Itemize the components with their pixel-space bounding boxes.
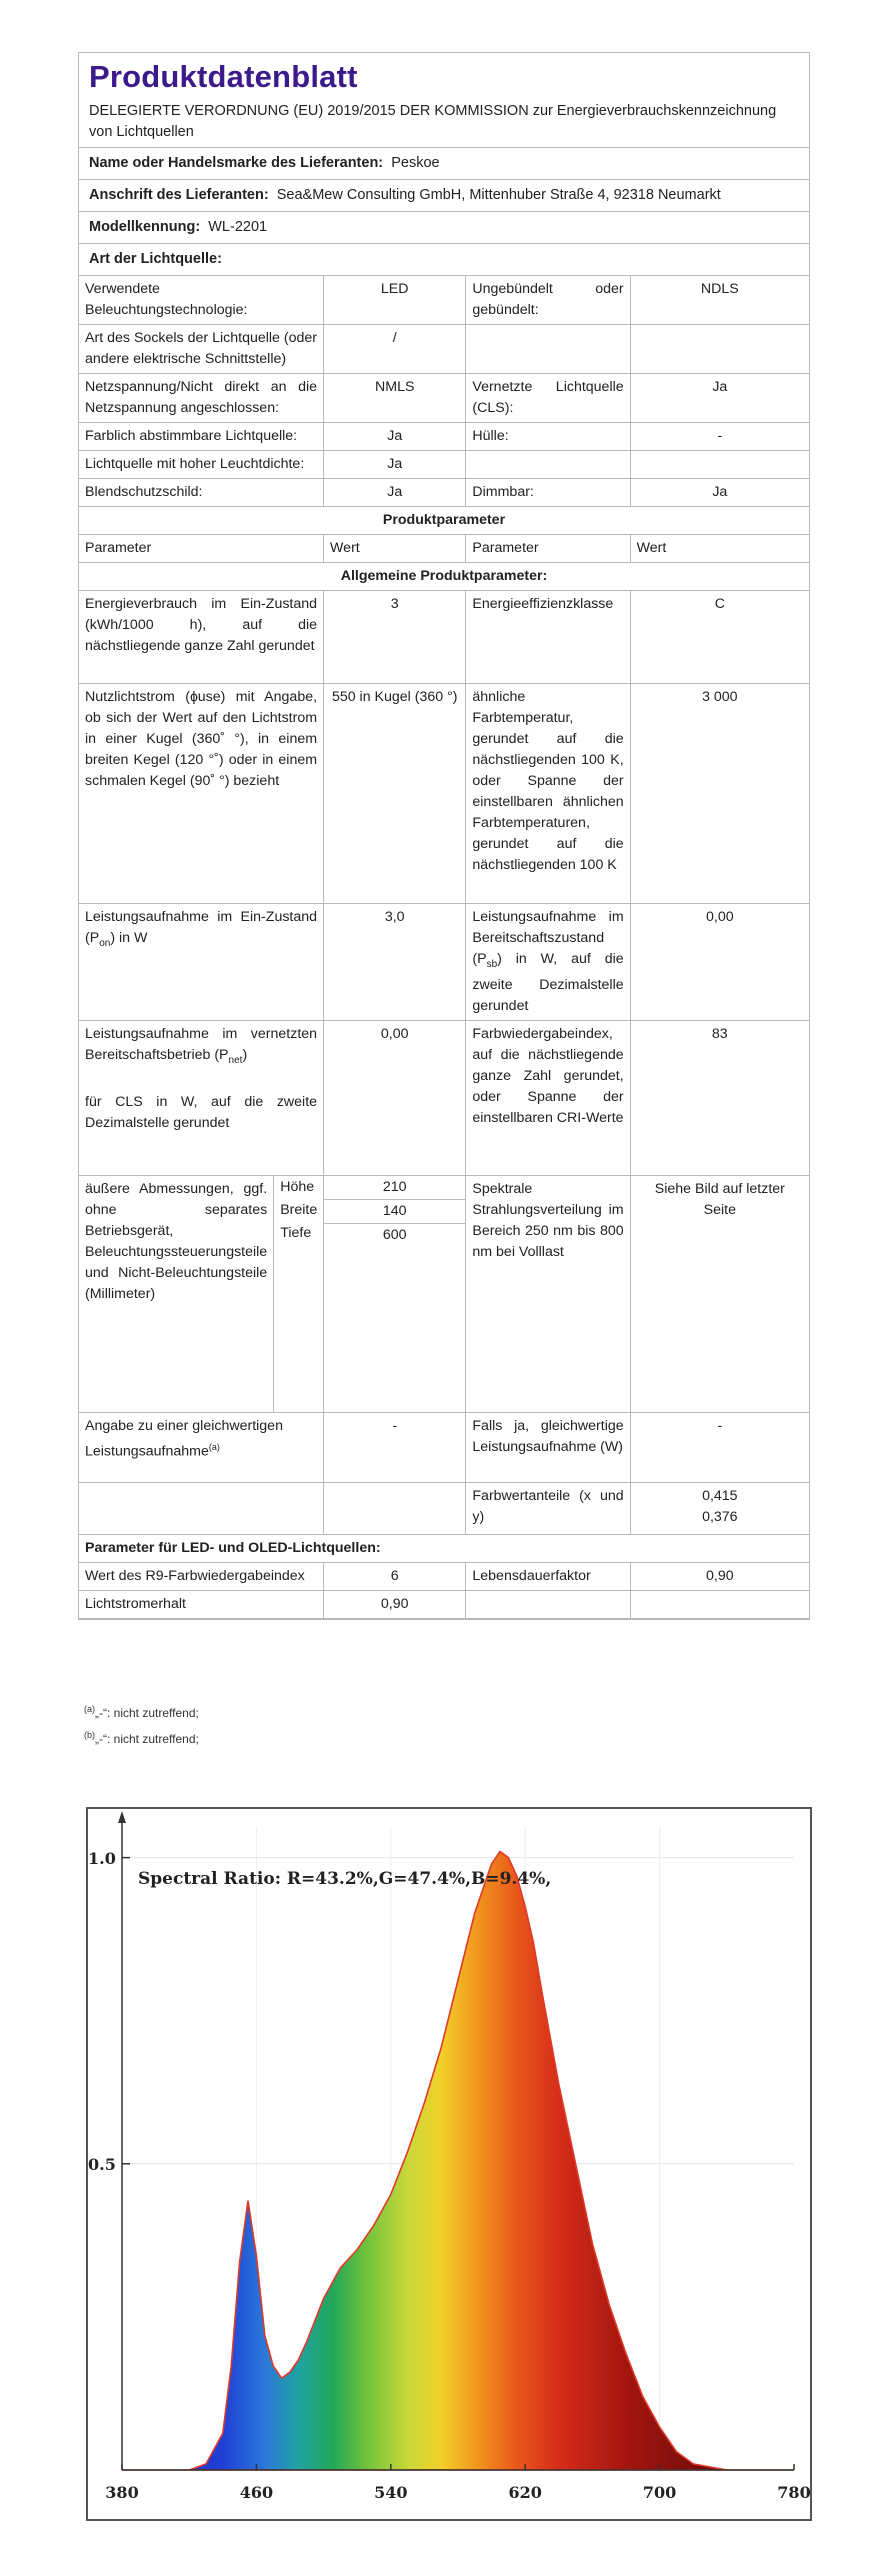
dimension-name: Höhe	[280, 1178, 315, 1195]
product-params-table	[79, 507, 809, 1619]
y-tick-label: 1.0	[88, 1848, 116, 1868]
chromaticity-label: Farbwertanteile (x und y)	[466, 1482, 630, 1534]
dimensions-cell	[79, 1175, 324, 1412]
psb-value: 0,00	[630, 904, 809, 1021]
dimension-value: 600	[324, 1223, 465, 1247]
light-source-l1: Netzspannung/Nicht direkt an die Netzspannung angeschlossen:	[79, 374, 324, 423]
x-tick-label: 620	[508, 2483, 542, 2502]
chromaticity-y: 0,376	[702, 1508, 738, 1525]
r9-label: Wert des R9-Farbwiedergabeindex	[79, 1562, 324, 1590]
light-source-l1: Verwendete Beleuchtungstechnologie:	[79, 276, 324, 325]
led-params-heading: Parameter für LED- und OLED-Lichtquellen:	[79, 1534, 809, 1562]
light-source-v2	[630, 451, 809, 479]
equivalent-power-label-text: Angabe zu einer gleichwertigen Leistungsaufnahme	[85, 1417, 283, 1460]
pnet-value: 0,00	[324, 1020, 466, 1175]
psb-label-end: ) in W, auf die zweite Dezimalstelle gerundet	[472, 951, 624, 1014]
x-tick-label: 460	[239, 2483, 274, 2502]
equivalent-power-value: -	[324, 1412, 466, 1482]
product-params-heading: Produktparameter	[79, 507, 809, 535]
light-source-l2	[466, 325, 630, 374]
pon-value: 3,0	[324, 904, 466, 1021]
light-source-type-heading	[79, 244, 809, 276]
footnote-a-mark: (a)	[84, 1704, 95, 1714]
luminous-flux-value: 550 in Kugel (360 °)	[324, 684, 466, 904]
supplier-name-value: Peskoe	[391, 155, 440, 171]
light-source-v2: NDLS	[630, 276, 809, 325]
light-source-l2: Vernetzte Lichtquelle (CLS):	[466, 374, 630, 423]
lumen-maintenance-label: Lichtstromerhalt	[79, 1590, 324, 1618]
light-source-v1: LED	[324, 276, 466, 325]
energy-onmode-value: 3	[324, 591, 466, 684]
light-source-l1: Art des Sockels der Lichtquelle (oder andere elektrische Schnittstelle)	[79, 325, 324, 374]
cri-value: 83	[630, 1020, 809, 1175]
pon-label-end: ) in W	[110, 930, 148, 946]
footnote-b	[84, 1730, 199, 1746]
supplier-name-row	[79, 148, 809, 180]
dimension-name: Tiefe	[280, 1224, 312, 1241]
footnote-b-mark: (b)	[84, 1730, 95, 1740]
dimensions-inner	[79, 1176, 323, 1412]
chart-title: Spectral Ratio: R=43.2%,G=47.4%,B=9.4%,	[138, 1869, 552, 1889]
supplier-address-row	[79, 180, 809, 212]
pnet-label-cls: für CLS in W, auf die zweite Dezimalstelle gerundet	[85, 1093, 318, 1131]
light-source-l1: Lichtquelle mit hoher Leuchtdichte:	[79, 451, 324, 479]
spectral-distribution-value: Siehe Bild auf letzter Seite	[630, 1175, 809, 1412]
supplier-address-label: Anschrift des Lieferanten:	[89, 187, 269, 203]
light-source-v1: /	[324, 325, 466, 374]
model-row	[79, 212, 809, 244]
regulation-subtitle: DELEGIERTE VERORDNUNG (EU) 2019/2015 DER KOMMISSION zur Energieverbrauchskennzeichnung von Lichtquellen	[79, 99, 809, 148]
spectral-chart	[86, 1807, 812, 2537]
x-tick-label: 700	[642, 2483, 677, 2502]
cct-label: ähnliche Farbtemperatur, gerundet auf die nächstliegenden 100 K, oder Spanne der einstellbaren ähnlichen Farbtemperaturen, gerundet auf die nächstliegenden 100 K	[466, 684, 630, 904]
general-params-heading: Allgemeine Produktparameter:	[79, 563, 809, 591]
light-source-row	[79, 374, 809, 423]
chromaticity-x: 0,415	[702, 1487, 738, 1504]
equivalent-power-w-label: Falls ja, gleichwertige Leistungsaufnahme (W)	[466, 1412, 630, 1482]
model-value: WL-2201	[208, 219, 268, 235]
light-source-l1: Farblich abstimmbare Lichtquelle:	[79, 423, 324, 451]
product-data-sheet	[78, 52, 810, 1620]
dimension-name: Breite	[280, 1201, 318, 1218]
light-source-v1: Ja	[324, 479, 466, 507]
x-tick-label: 540	[374, 2483, 408, 2502]
light-source-v2: -	[630, 423, 809, 451]
light-source-row	[79, 479, 809, 507]
col-header-value: Wert	[324, 535, 466, 563]
light-source-v2: Ja	[630, 374, 809, 423]
light-source-v1: NMLS	[324, 374, 466, 423]
light-source-v2: Ja	[630, 479, 809, 507]
luminous-flux-label: Nutzlichtstrom (ɸuse) mit Angabe, ob sich der Wert auf den Lichtstrom in einer Kugel (360˚ °), in einem breiten Kegel (120 °˚) oder in einem schmalen Kegel (90˚ °) bezieht	[79, 684, 324, 904]
footnote-a	[84, 1704, 199, 1720]
light-source-l2: Ungebündelt oder gebündelt:	[466, 276, 630, 325]
survival-factor-label: Lebensdauerfaktor	[466, 1562, 630, 1590]
psb-label-text: Leistungsaufnahme im Bereitschaftszustand (P	[472, 909, 624, 967]
col-header-parameter: Parameter	[79, 535, 324, 563]
dimensions-label: äußere Abmessungen, ggf. ohne separates Betriebsgerät, Beleuchtungssteuerungsteile und Nicht-Beleuchtungsteile (Millimeter)	[79, 1176, 274, 1412]
pnet-label	[79, 1020, 324, 1175]
light-source-row	[79, 423, 809, 451]
survival-factor-value: 0,90	[630, 1562, 809, 1590]
dimensions-list	[274, 1176, 323, 1245]
x-tick-label: 380	[105, 2483, 139, 2502]
pnet-label-text: Leistungsaufnahme im vernetzten Bereitschaftsbetrieb (P	[85, 1025, 318, 1063]
cct-value: 3 000	[630, 684, 809, 904]
pon-subscript: on	[99, 937, 111, 949]
x-tick-label: 780	[777, 2483, 811, 2502]
psb-label	[466, 904, 630, 1021]
light-source-l2	[466, 451, 630, 479]
light-source-type-heading-text: Art der Lichtquelle:	[89, 251, 222, 267]
empty-cell	[324, 1482, 466, 1534]
lumen-maintenance-value: 0,90	[324, 1590, 466, 1618]
cri-label: Farbwiedergabeindex, auf die nächstliegende ganze Zahl gerundet, oder Spanne der einstellbaren CRI-Werte	[466, 1020, 630, 1175]
equivalent-power-sup: (a)	[208, 1441, 220, 1452]
pnet-subscript: net	[228, 1054, 243, 1066]
light-source-l2: Dimmbar:	[466, 479, 630, 507]
empty-cell	[630, 1590, 809, 1618]
empty-cell	[79, 1482, 324, 1534]
pon-label	[79, 904, 324, 1021]
col-header-value-2: Wert	[630, 535, 809, 563]
equivalent-power-label	[79, 1412, 324, 1482]
dimension-value: 210	[324, 1176, 465, 1200]
dimension-value: 140	[324, 1199, 465, 1223]
dimensions-values-cell	[324, 1175, 466, 1412]
col-header-parameter-2: Parameter	[466, 535, 630, 563]
spectral-chart-svg	[86, 1807, 812, 2537]
model-label: Modellkennung:	[89, 219, 201, 235]
empty-cell	[466, 1590, 630, 1618]
equivalent-power-w-value: -	[630, 1412, 809, 1482]
light-source-v1: Ja	[324, 451, 466, 479]
footnote-a-text: „-“: nicht zutreffend;	[95, 1706, 199, 1720]
y-tick-label: 0.5	[88, 2154, 116, 2174]
r9-value: 6	[324, 1562, 466, 1590]
pon-label-text: Leistungsaufnahme im Ein-Zustand (P	[85, 909, 318, 946]
pnet-label-end: )	[242, 1046, 248, 1063]
light-source-row	[79, 276, 809, 325]
chromaticity-value	[630, 1482, 809, 1534]
light-source-l1: Blendschutzschild:	[79, 479, 324, 507]
psb-subscript: sb	[486, 958, 498, 970]
page-title: Produktdatenblatt	[89, 59, 358, 94]
light-source-row	[79, 451, 809, 479]
energy-class-value: C	[630, 591, 809, 684]
light-source-l2: Hülle:	[466, 423, 630, 451]
spectral-distribution-label: Spektrale Strahlungsverteilung im Bereich 250 nm bis 800 nm bei Volllast	[466, 1175, 630, 1412]
footnote-b-text: „-“: nicht zutreffend;	[95, 1732, 199, 1746]
dimensions-values	[324, 1176, 465, 1247]
supplier-name-label: Name oder Handelsmarke des Lieferanten:	[89, 155, 384, 171]
light-source-row	[79, 325, 809, 374]
energy-onmode-label: Energieverbrauch im Ein-Zustand (kWh/1000 h), auf die nächstliegende ganze Zahl gerundet	[79, 591, 324, 684]
energy-class-label: Energieeffizienzklasse	[466, 591, 630, 684]
supplier-address-value: Sea&Mew Consulting GmbH, Mittenhuber Straße 4, 92318 Neumarkt	[276, 187, 721, 203]
light-source-table	[79, 276, 809, 507]
light-source-v1: Ja	[324, 423, 466, 451]
light-source-v2	[630, 325, 809, 374]
